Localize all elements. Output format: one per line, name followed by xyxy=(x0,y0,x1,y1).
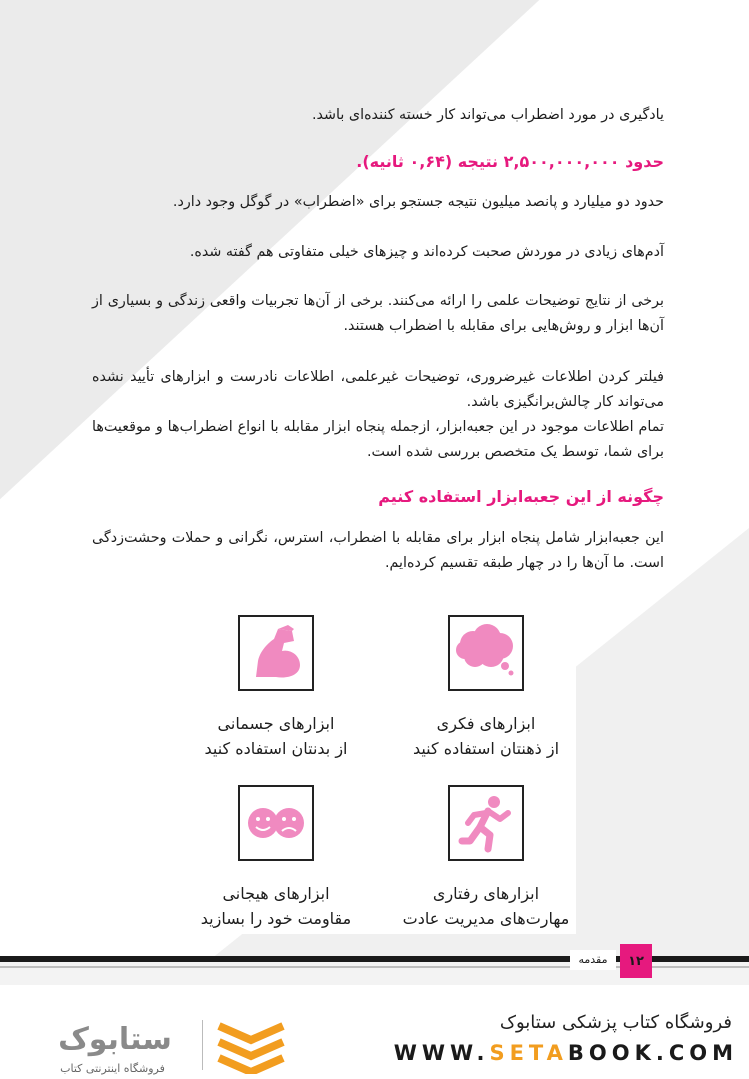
tool-title-emotional: ابزارهای هیجانی xyxy=(222,884,330,903)
store-url[interactable] xyxy=(388,1041,738,1065)
url-prefix: WWW. xyxy=(393,1041,490,1065)
tool-title-physical: ابزارهای جسمانی xyxy=(217,714,335,733)
logo-tagline: فروشگاه اینترنتی کتاب xyxy=(60,1062,165,1075)
heading-results: حدود ۲,۵۰۰,۰۰۰,۰۰۰ نتیجه (۰,۶۴ ثانیه). xyxy=(356,152,664,171)
tool-categories xyxy=(196,612,576,934)
heading-howto: چگونه از این جعبه‌ابزار استفاده کنیم xyxy=(378,487,664,506)
tool-card-mental xyxy=(396,615,576,761)
logo-divider xyxy=(202,1020,203,1070)
tool-subtitle-mental: از ذهنتان استفاده کنید xyxy=(412,739,560,758)
tool-title-behavioral: ابزارهای رفتاری xyxy=(432,884,540,903)
section-label: مقدمه xyxy=(570,950,616,970)
url-highlight: SETA xyxy=(489,1041,568,1065)
page-number: ۱۲ xyxy=(620,944,652,978)
intro-line: یادگیری در مورد اضطراب می‌تواند کار خسته کننده‌ای باشد. xyxy=(312,107,664,123)
paragraph-5: تمام اطلاعات موجود در این جعبه‌ابزار، ازجمله پنجاه ابزار مقابله با انواع اضطراب‌ها و موقعیت‌ها برای شما، توسط یک متخصص بررسی شده است. xyxy=(92,419,664,460)
tool-card-behavioral xyxy=(396,785,576,931)
paragraph-6: این جعبه‌ابزار شامل پنجاه ابزار برای مقابله با اضطراب، استرس، نگرانی و حملات وحشت‌زدگی است. ما آن‌ها را در چهار طبقه تقسیم کرده‌ایم. xyxy=(92,530,664,571)
tool-subtitle-behavioral: مهارت‌های مدیریت عادت xyxy=(402,909,570,928)
thought-cloud-icon xyxy=(448,615,524,691)
tool-subtitle-physical: از بدنتان استفاده کنید xyxy=(204,739,348,758)
paragraph-4: فیلتر کردن اطلاعات غیرضروری، توضیحات غیرعلمی، اطلاعات نادرست و ابزارهای تأیید نشده می‌تواند کار چالش‌برانگیزی باشد. xyxy=(92,369,664,410)
paragraph-2: آدم‌های زیادی در موردش صحبت کرده‌اند و چیزهای خیلی متفاوتی هم گفته شده. xyxy=(189,244,664,260)
flexed-arm-icon xyxy=(238,615,314,691)
running-person-icon xyxy=(448,785,524,861)
store-name: فروشگاه کتاب پزشکی ستابوک xyxy=(499,1012,732,1033)
book-stack-logo-icon xyxy=(215,1018,287,1078)
paragraph-1: حدود دو میلیارد و پانصد میلیون نتیجه جستجو برای «اضطراب» در گوگل وجود دارد. xyxy=(172,194,664,210)
tool-subtitle-emotional: مقاومت خود را بسازید xyxy=(200,909,352,928)
tool-title-mental: ابزارهای فکری xyxy=(436,714,536,733)
tool-card-emotional xyxy=(186,785,366,931)
tool-card-physical xyxy=(186,615,366,761)
paragraph-3: برخی از نتایج توضیحات علمی را ارائه می‌کنند. برخی از آن‌ها تجربیات واقعی زندگی و بسیاری از آن‌ها ابزار و روش‌هایی برای مقابله با اضطراب هستند. xyxy=(92,293,664,334)
smiley-faces-icon xyxy=(238,785,314,861)
url-suffix: BOOK.COM xyxy=(567,1041,738,1065)
logo-text: ستابوک xyxy=(58,1022,172,1057)
